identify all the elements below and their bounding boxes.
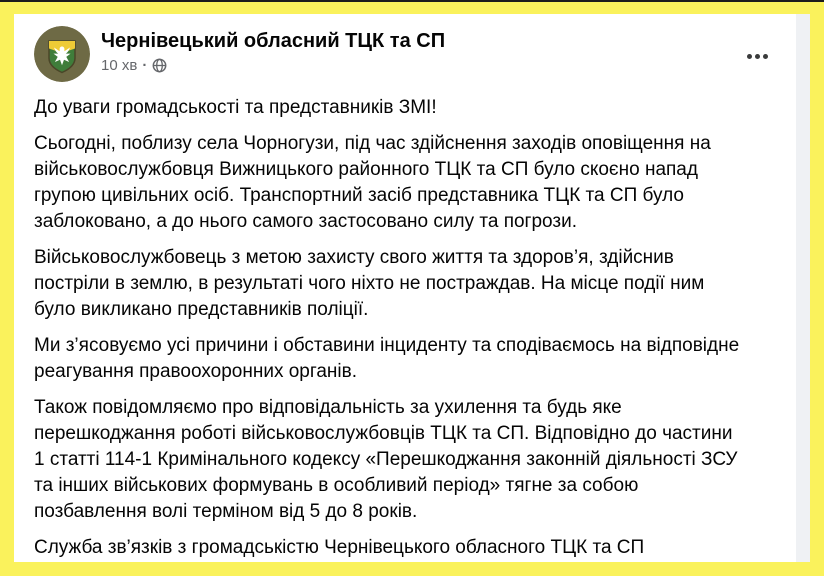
post-paragraph <box>34 333 780 385</box>
text-line: військовослужбовця Вижницького районного ТЦК та СП було скоєно напад <box>34 159 698 180</box>
text-line: Також повідомляємо про відповідальність за ухилення та будь яке <box>34 397 622 418</box>
ellipsis-dot <box>747 54 752 59</box>
text-line: Військовослужбовець з метою захисту свого життя та здоров’я, здійснив <box>34 247 674 268</box>
unit-crest-icon <box>34 26 90 82</box>
text-line: позбавлення волі терміном від 5 до 8 років. <box>34 501 418 522</box>
text-line: перешкоджання роботі військовослужбовців ТЦК та СП. Відповідно до частини <box>34 423 733 444</box>
text-line: Сьогодні, поблизу села Чорногузи, під час здійснення заходів оповіщення на <box>34 133 711 154</box>
post-paragraph <box>34 95 780 121</box>
meta-separator: · <box>142 57 148 74</box>
page-avatar[interactable] <box>34 26 90 82</box>
text-line: реагування правоохоронних органів. <box>34 361 358 382</box>
post-paragraph <box>34 535 780 561</box>
post-header-meta <box>101 26 741 74</box>
text-line: було викликано представників поліції. <box>34 299 369 320</box>
ellipsis-dot <box>763 54 768 59</box>
globe-public-icon <box>152 58 167 73</box>
text-line: 1 статті 114-1 Кримінального кодексу «Перешкоджання законній діяльності ЗСУ <box>34 449 738 470</box>
ellipsis-dot <box>755 54 760 59</box>
text-line: Ми з’ясовуємо усі причини і обставини інциденту та сподіваємось на відповідне <box>34 335 740 356</box>
yellow-frame-inner <box>14 14 810 562</box>
post-header <box>14 14 796 82</box>
post-card <box>14 14 796 562</box>
post-paragraph <box>34 131 780 235</box>
text-line: постріли в землю, в результаті чого ніхто не постраждав. На місце події ним <box>34 273 705 294</box>
post-timestamp[interactable]: 10 хв <box>101 57 138 74</box>
post-paragraph <box>34 395 780 525</box>
post-text <box>14 82 796 561</box>
text-line: заблоковано, а до нього самого застосовано силу та погрози. <box>34 211 578 232</box>
text-line: До уваги громадськості та представників ЗМІ! <box>34 97 437 118</box>
more-options-button[interactable] <box>741 48 774 65</box>
page-name-link[interactable]: Чернівецький обласний ТЦК та СП <box>101 30 446 52</box>
page-background-strip <box>796 14 810 562</box>
text-line: Служба зв’язків з громадськістю Чернівецького обласного ТЦК та СП <box>34 537 645 558</box>
post-paragraph <box>34 245 780 323</box>
text-line: групою цивільних осіб. Транспортний засіб представника ТЦК та СП було <box>34 185 684 206</box>
screenshot-top-edge-line <box>0 0 824 2</box>
text-line: та інших військових формувань в особливий період» тягне за собою <box>34 475 639 496</box>
post-meta-row <box>101 57 741 74</box>
